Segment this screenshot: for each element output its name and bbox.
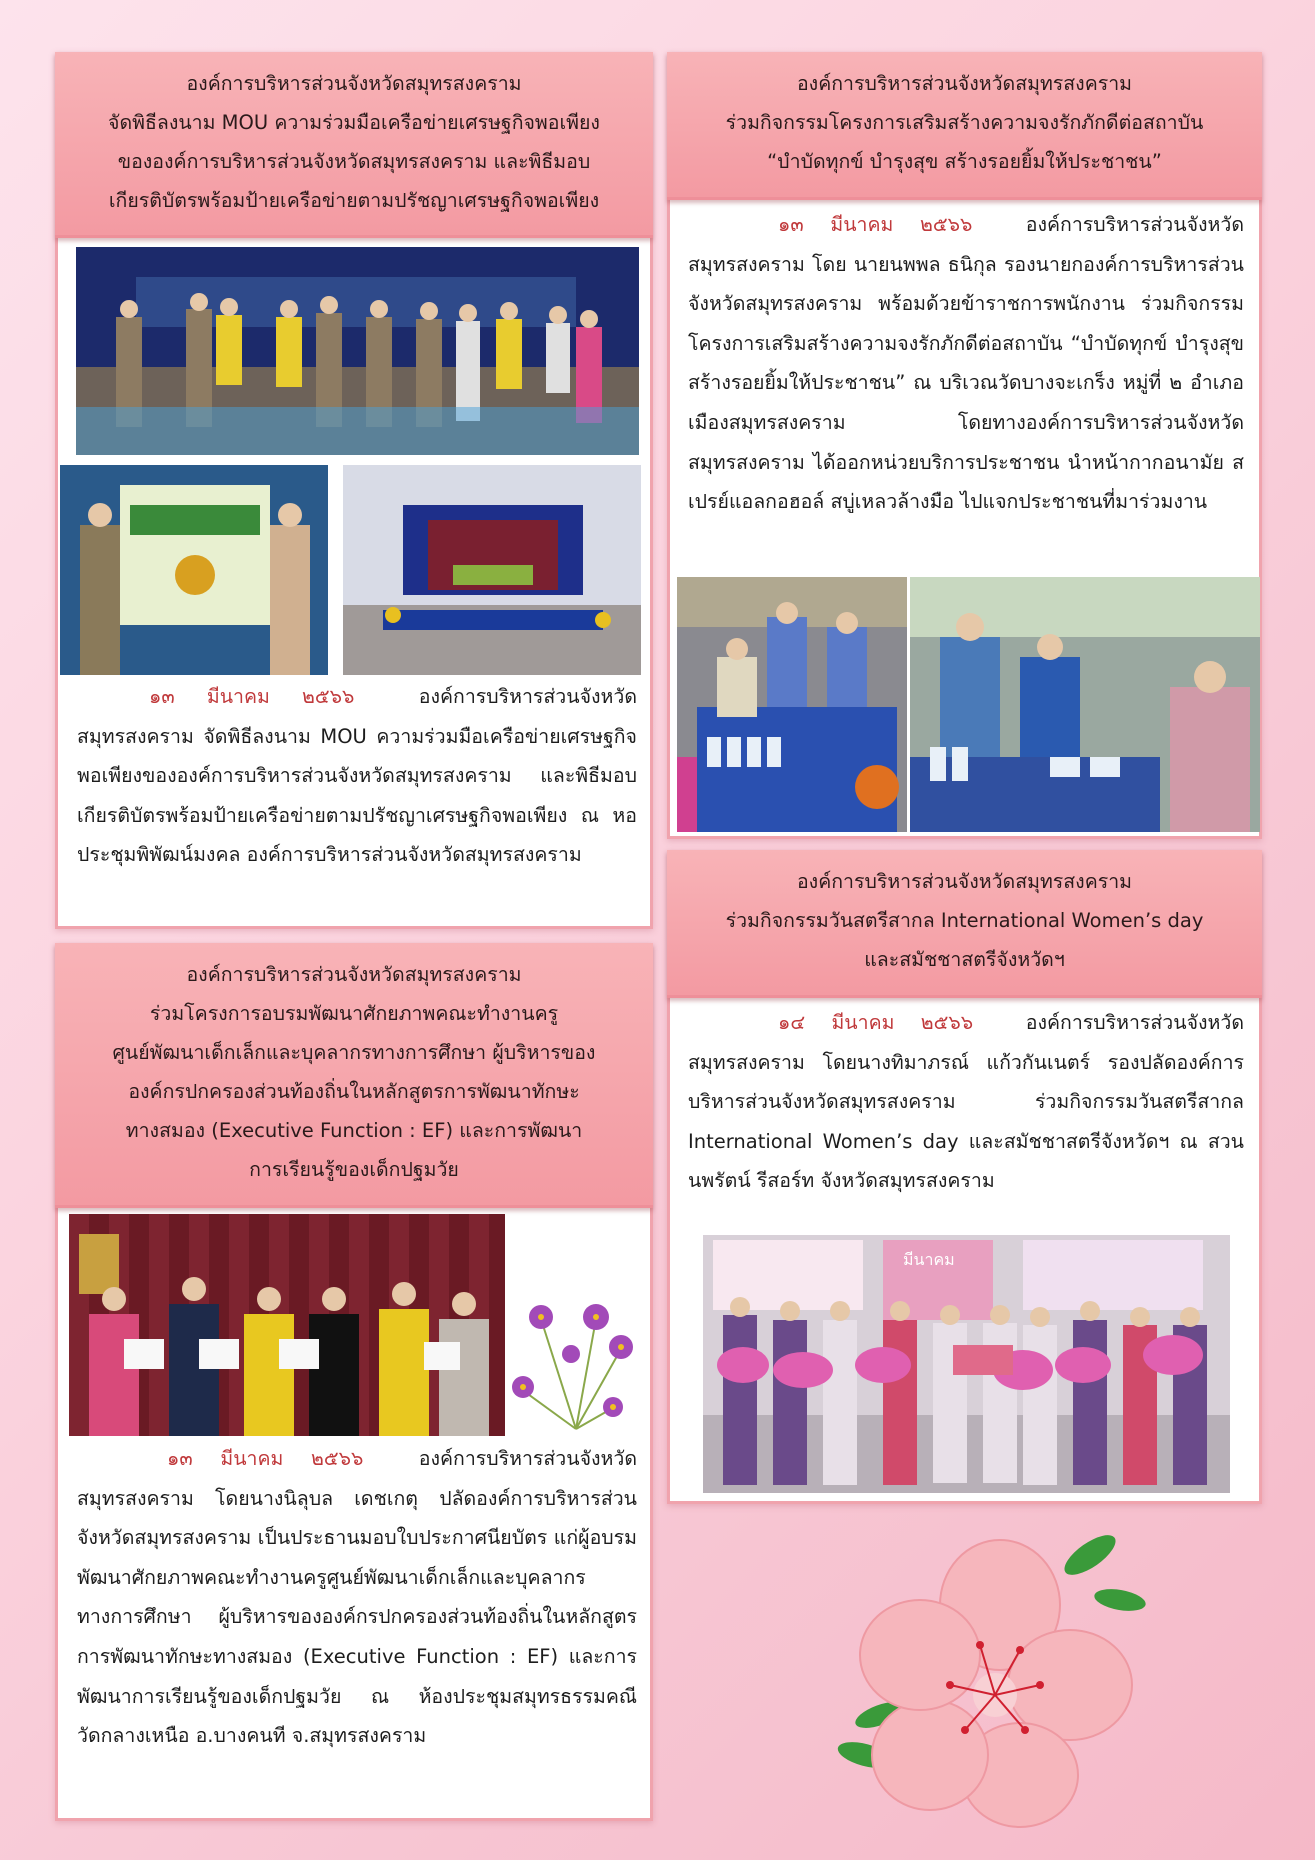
photo-service-booth xyxy=(677,577,907,832)
news-text: องค์การบริหารส่วนจังหวัดสมุทรสงคราม จัดพิธีลงนาม MOU ความร่วมมือเครือข่ายเศรษฐกิจพอเพียงขององค์การบริหารส่วนจังหวัดสมุทรสงคราม และพิธีมอบเกียรติบัตรพร้อมป้ายเครือข่ายตามปรัชญาเศรษฐกิจพอเพียง ณ หอประชุมพิพัฒน์มงคล องค์การบริหารส่วนจังหวัดสมุทรสงคราม xyxy=(77,685,637,867)
news-card-ef-training-body xyxy=(77,1439,637,1756)
title-line: ร่วมกิจกรรมโครงการเสริมสร้างความจงรักภักดีต่อสถาบัน xyxy=(725,111,1204,134)
decorative-blossom-icon xyxy=(820,1515,1160,1835)
title-line: “บำบัดทุกข์ บำรุงสุข สร้างรอยยิ้มให้ประชาชน” xyxy=(767,150,1162,173)
sign-text: มีนาคม xyxy=(903,1250,955,1269)
news-card-womens-day xyxy=(667,850,1262,1504)
news-card-loyalty-header xyxy=(667,52,1262,200)
title-line: องค์การบริหารส่วนจังหวัดสมุทรสงคราม xyxy=(796,72,1133,95)
photo-group-certificate xyxy=(76,247,639,455)
photo-meeting-room xyxy=(343,465,641,675)
news-text: องค์การบริหารส่วนจังหวัดสมุทรสงคราม โดยนางนิลุบล เดชเกตุ ปลัดองค์การบริหารส่วนจังหวัดสมุทรสงคราม เป็นประธานมอบใบประกาศนียบัตร แก่ผู้อบรมพัฒนาศักยภาพคณะทำงานครูศูนย์พัฒนาเด็กเล็กและบุคลากรทางการศึกษา ผู้บริหารขององค์กรปกครองส่วนท้องถิ่นในหลักสูตรการพัฒนาทักษะทางสมอง (Executive Function : EF) และการพัฒนาการเรียนรู้ของเด็กปฐมวัย ณ ห้องประชุมสมุทรธรรมคณี วัดกลางเหนือ อ.บางคนที จ.สมุทรสงคราม xyxy=(77,1447,637,1748)
title-line: เกียรติบัตรพร้อมป้ายเครือข่ายตามปรัชญาเศรษฐกิจพอเพียง xyxy=(108,189,600,212)
news-date: ๑๓ มีนาคม ๒๕๖๖ xyxy=(778,213,973,236)
news-card-mou-header xyxy=(55,52,653,238)
title-line: องค์การบริหารส่วนจังหวัดสมุทรสงคราม xyxy=(186,963,522,986)
photo-banner-network xyxy=(60,465,328,675)
news-card-womens-day-body xyxy=(688,1003,1244,1201)
title-line: ร่วมโครงการอบรมพัฒนาศักยภาพคณะทำงานครู xyxy=(149,1002,559,1025)
news-card-mou-body xyxy=(77,677,637,875)
title-line: องค์การบริหารส่วนจังหวัดสมุทรสงคราม xyxy=(796,870,1133,893)
title-line: และสมัชชาสตรีจังหวัดฯ xyxy=(864,948,1065,971)
title-line: การเรียนรู้ของเด็กปฐมวัย xyxy=(249,1158,459,1181)
photo-womens-day-group xyxy=(703,1235,1230,1493)
photo-handing-out xyxy=(910,577,1260,832)
title-line: องค์กรปกครองส่วนท้องถิ่นในหลักสูตรการพัฒนาทักษะ xyxy=(128,1080,580,1103)
title-line: ขององค์การบริหารส่วนจังหวัดสมุทรสงคราม และพิธีมอบ xyxy=(117,150,591,173)
news-text: องค์การบริหารส่วนจังหวัดสมุทรสงคราม โดย นายนพพล ธนิกุล รองนายกองค์การบริหารส่วนจังหวัดสมุทรสงคราม พร้อมด้วยข้าราชการพนักงาน ร่วมกิจกรรมโครงการเสริมสร้างความจงรักภักดีต่อสถาบัน “บำบัดทุกข์ บำรุงสุข สร้างรอยยิ้มให้ประชาชน” ณ บริเวณวัดบางจะเกร็ง หมู่ที่ ๒ อำเภอเมืองสมุทรสงคราม โดยทางองค์การบริหารส่วนจังหวัดสมุทรสงคราม ได้ออกหน่วยบริการประชาชน นำหน้ากากอนามัย สเปรย์แอลกอฮอล์ สบู่เหลวล้างมือ ไปแจกประชาชนที่มาร่วมงาน xyxy=(688,213,1244,514)
decorative-flowers-icon xyxy=(501,1279,651,1439)
news-text: องค์การบริหารส่วนจังหวัดสมุทรสงคราม โดยนางทิมาภรณ์ แก้วกันเนตร์ รองปลัดองค์การบริหารส่วนจังหวัดสมุทรสงคราม ร่วมกิจกรรมวันสตรีสากล International Women’s day และสมัชชาสตรีจังหวัดฯ ณ สวนนพรัตน์ รีสอร์ท จังหวัดสมุทรสงคราม xyxy=(688,1011,1244,1193)
title-line: ร่วมกิจกรรมวันสตรีสากล International Women’s day xyxy=(725,909,1204,932)
news-date: ๑๓ มีนาคม ๒๕๖๖ xyxy=(167,1447,364,1470)
news-card-ef-training xyxy=(55,943,653,1821)
photo-ef-certificates xyxy=(69,1214,505,1436)
title-line: ทางสมอง (Executive Function : EF) และการพัฒนา xyxy=(125,1119,583,1142)
news-date: ๑๔ มีนาคม ๒๕๖๖ xyxy=(778,1011,974,1034)
news-card-loyalty xyxy=(667,52,1262,839)
title-line: องค์การบริหารส่วนจังหวัดสมุทรสงคราม xyxy=(186,72,522,95)
news-card-mou xyxy=(55,52,653,929)
news-card-womens-day-header xyxy=(667,850,1262,998)
news-date: ๑๓ มีนาคม ๒๕๖๖ xyxy=(149,685,355,708)
title-line: ศูนย์พัฒนาเด็กเล็กและบุคลากรทางการศึกษา ผู้บริหารของ xyxy=(112,1041,596,1064)
title-line: จัดพิธีลงนาม MOU ความร่วมมือเครือข่ายเศรษฐกิจพอเพียง xyxy=(108,111,600,134)
news-card-ef-training-header xyxy=(55,943,653,1208)
news-card-loyalty-body xyxy=(688,205,1244,522)
